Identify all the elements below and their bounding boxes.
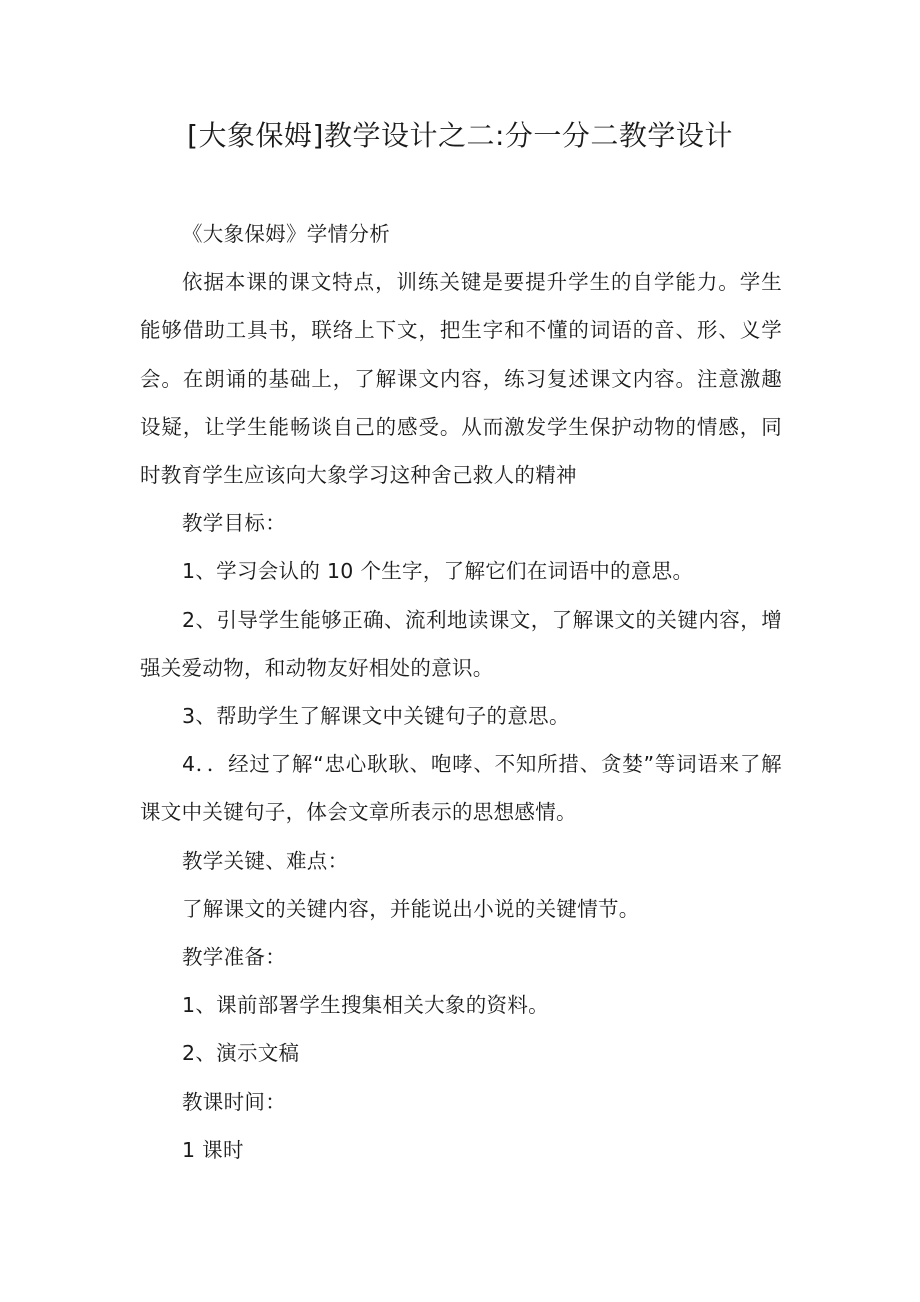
goal-item-2: 2、引导学生能够正确、流利地读课文，了解课文的关键内容，增强关爱动物，和动物友好相处的意识。	[140, 607, 782, 680]
analysis-paragraph: 依据本课的课文特点，训练关键是要提升学生的自学能力。学生能够借助工具书，联络上下文，把生字和不懂的词语的音、形、义学会。在朗诵的基础上，了解课文内容，练习复述课文内容。注意激趣设疑，让学生能畅谈自己的感受。从而激发学生保护动物的情感，同时教育学生应该向大象学习这种舍己救人的精神	[140, 270, 782, 488]
goal-item-4: 4．．经过了解“忠心耿耿、咆哮、不知所措、贪婪”等词语来了解课文中关键句子，体会文章所表示的思想感情。	[140, 752, 782, 825]
document-body	[140, 210, 782, 1174]
section-heading-key-points: 教学关键、难点：	[182, 848, 349, 873]
key-points-text: 了解课文的关键内容，并能说出小说的关键情节。	[182, 896, 640, 921]
goal-item-1: 1、学习会认的 10 个生字，了解它们在词语中的意思。	[182, 559, 694, 584]
preparation-item-1: 1、课前部署学生搜集相关大象的资料。	[182, 993, 549, 1018]
section-heading-duration: 教课时间：	[182, 1089, 286, 1114]
section-heading-preparation: 教学准备：	[182, 945, 286, 970]
goal-item-3: 3、帮助学生了解课文中关键句子的意思。	[182, 704, 570, 729]
document-title: [大象保姆]教学设计之二:分一分二教学设计	[187, 119, 733, 152]
section-heading-analysis: 《大象保姆》学情分析	[182, 222, 390, 246]
preparation-item-2: 2、演示文稿	[182, 1041, 300, 1066]
duration-text: 1 课时	[182, 1137, 244, 1162]
section-heading-goals: 教学目标：	[182, 511, 286, 536]
